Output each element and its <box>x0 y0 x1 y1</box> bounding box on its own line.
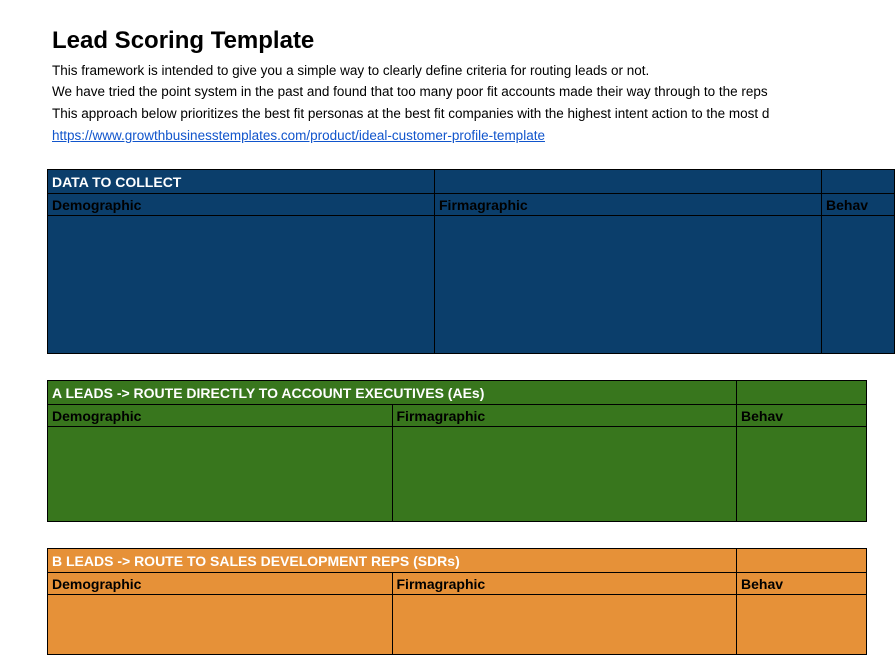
column-header-demographic[interactable]: Demographic <box>48 573 393 595</box>
section-header[interactable]: DATA TO COLLECT <box>48 170 435 194</box>
section-header-cell[interactable] <box>435 170 822 194</box>
behavioral-input-cell[interactable] <box>737 595 867 655</box>
intro-line-2: We have tried the point system in the past and found that too many poor fit accounts made their way through to the reps <box>52 84 768 99</box>
column-header-behavioral[interactable]: Behav <box>822 194 895 216</box>
column-header-demographic[interactable]: Demographic <box>48 194 435 216</box>
a-leads-table <box>47 380 867 522</box>
demographic-input-cell[interactable] <box>48 595 393 655</box>
section-header-cell[interactable] <box>737 381 867 405</box>
intro-line-1: This framework is intended to give you a simple way to clearly define criteria for routing leads or not. <box>52 63 650 78</box>
firmagraphic-input-cell[interactable] <box>392 427 737 522</box>
behavioral-input-cell[interactable] <box>822 216 895 354</box>
data-to-collect-table <box>47 169 895 354</box>
demographic-input-cell[interactable] <box>48 216 435 354</box>
intro-line-3: This approach below prioritizes the best fit personas at the best fit companies with the highest intent action to the most d <box>52 106 770 121</box>
demographic-input-cell[interactable] <box>48 427 393 522</box>
column-header-firmagraphic[interactable]: Firmagraphic <box>392 405 737 427</box>
section-header-cell[interactable] <box>737 549 867 573</box>
b-leads-table <box>47 548 867 655</box>
template-link[interactable]: https://www.growthbusinesstemplates.com/product/ideal-customer-profile-template <box>52 128 545 143</box>
section-header[interactable]: A LEADS -> ROUTE DIRECTLY TO ACCOUNT EXECUTIVES (AEs) <box>48 381 737 405</box>
behavioral-input-cell[interactable] <box>737 427 867 522</box>
section-header[interactable]: B LEADS -> ROUTE TO SALES DEVELOPMENT REPS (SDRs) <box>48 549 737 573</box>
page-title: Lead Scoring Template <box>52 27 315 54</box>
column-header-behavioral[interactable]: Behav <box>737 405 867 427</box>
firmagraphic-input-cell[interactable] <box>392 595 737 655</box>
column-header-demographic[interactable]: Demographic <box>48 405 393 427</box>
section-header-cell[interactable] <box>822 170 895 194</box>
column-header-firmagraphic[interactable]: Firmagraphic <box>392 573 737 595</box>
column-header-firmagraphic[interactable]: Firmagraphic <box>435 194 822 216</box>
column-header-behavioral[interactable]: Behav <box>737 573 867 595</box>
firmagraphic-input-cell[interactable] <box>435 216 822 354</box>
